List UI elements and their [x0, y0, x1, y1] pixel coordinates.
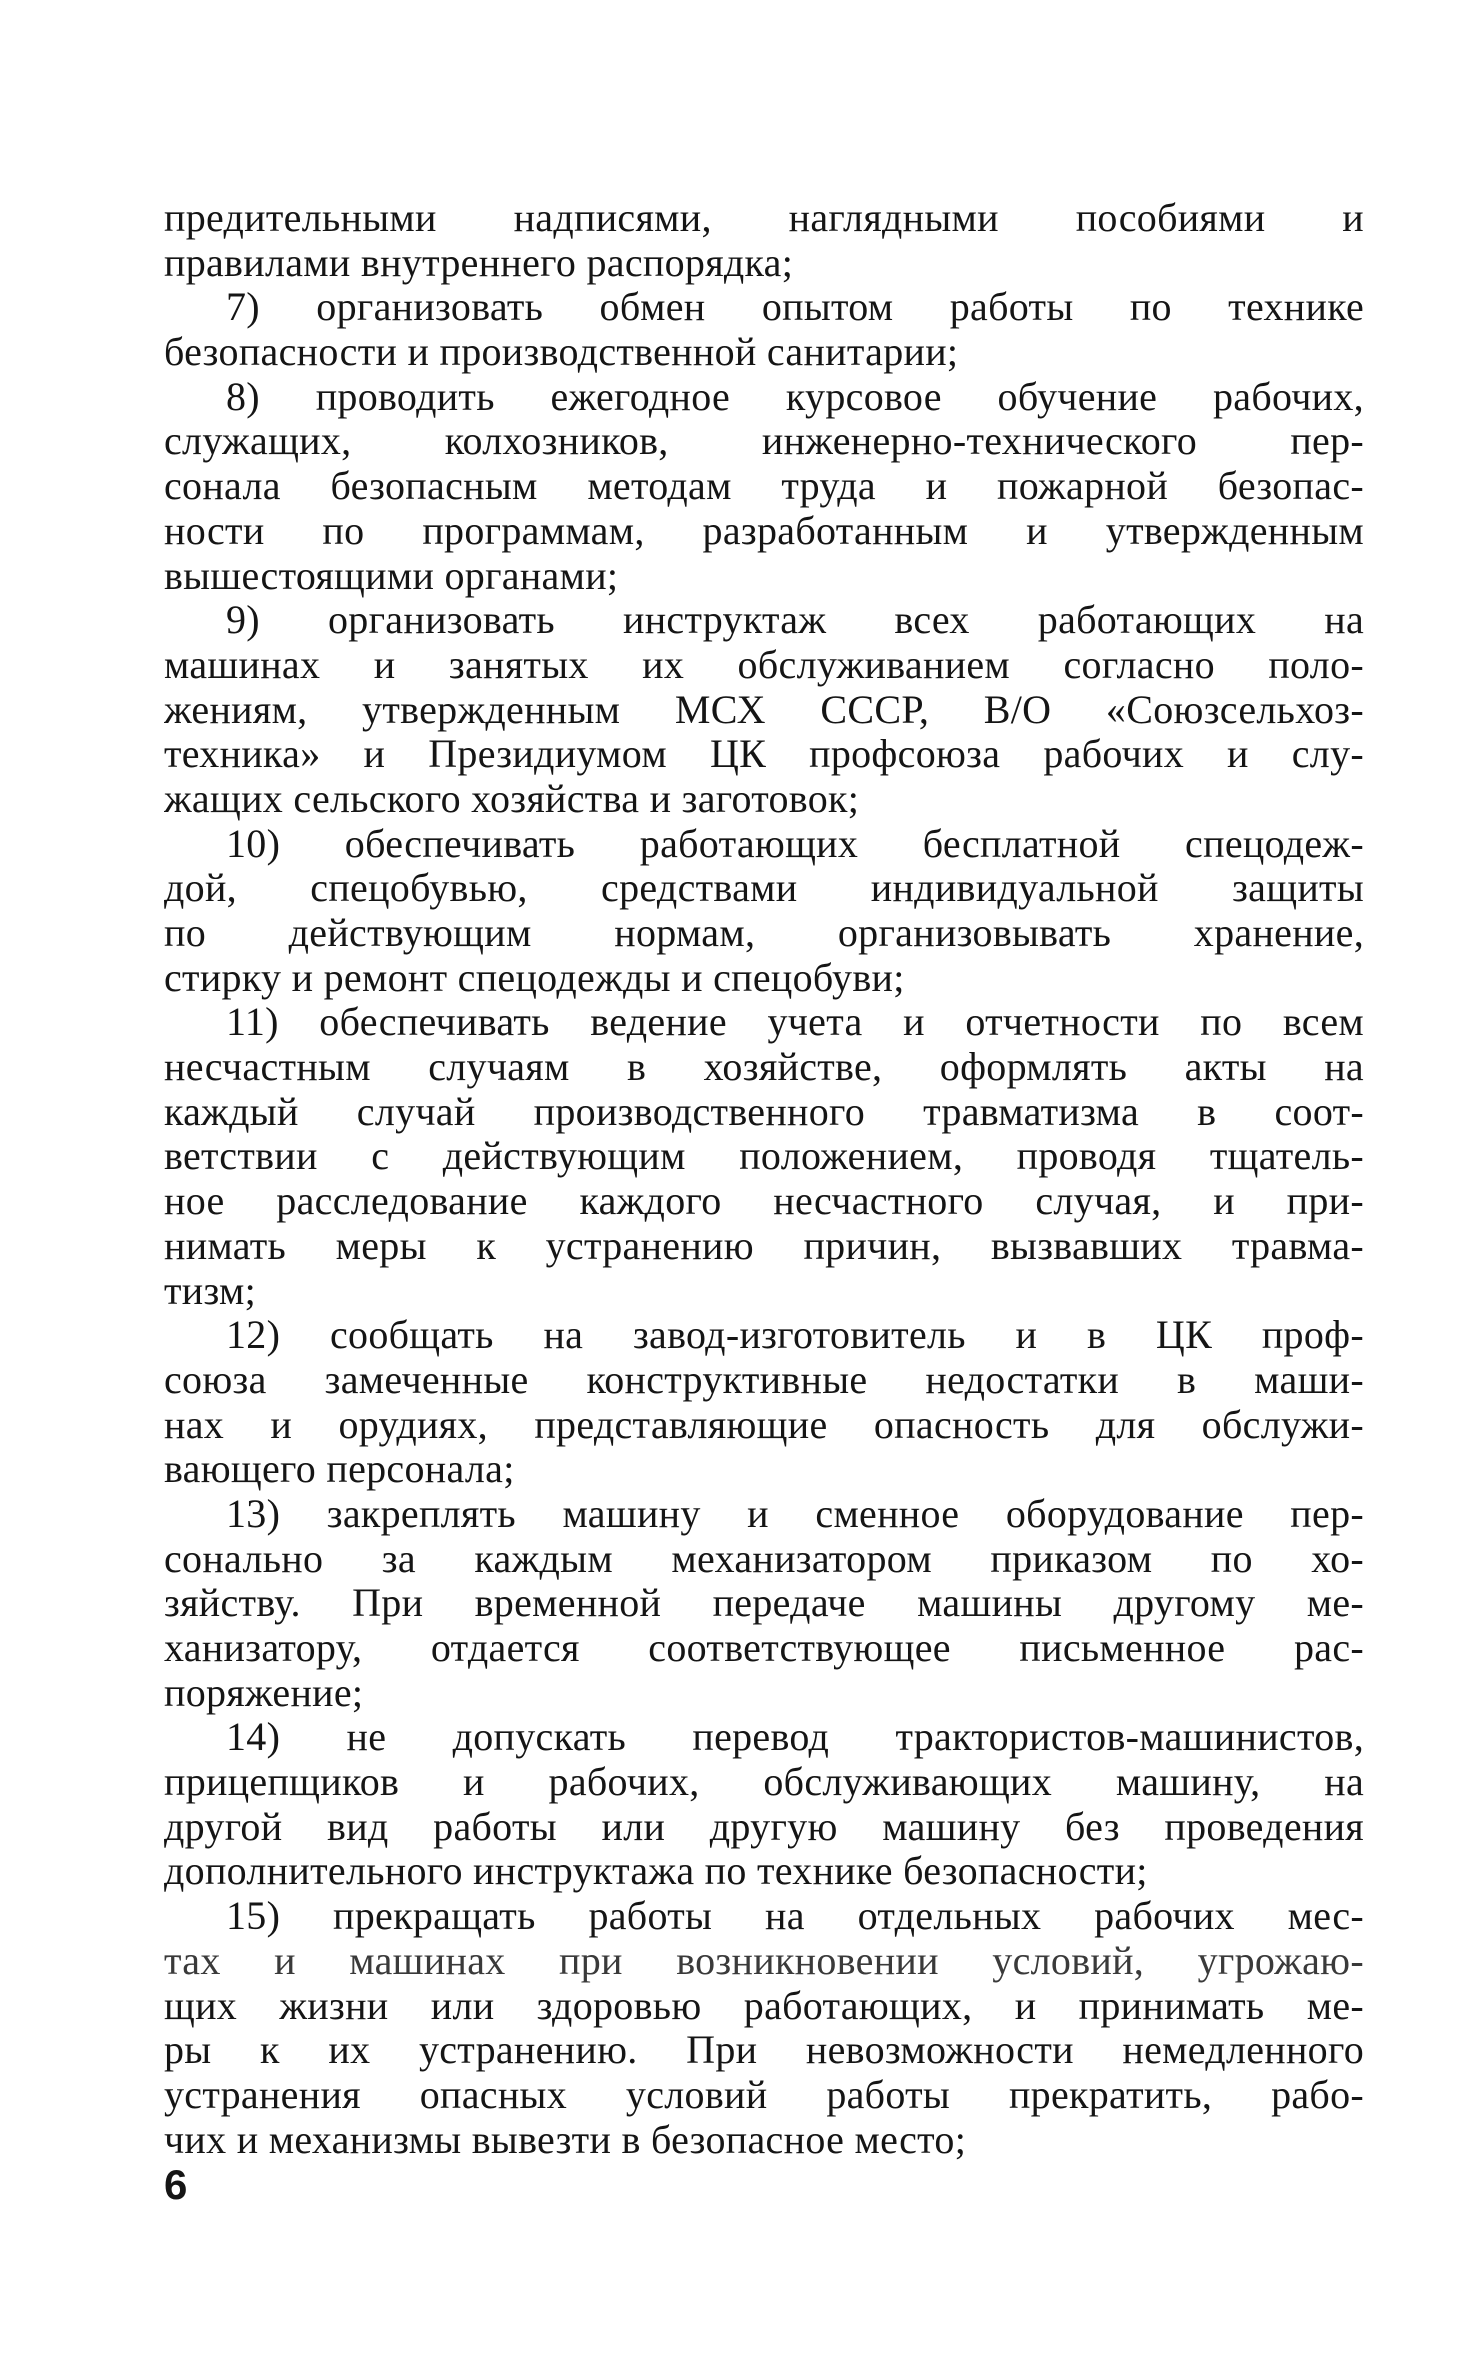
text-line: 9) организовать инструктаж всех работающих на — [226, 598, 1364, 643]
text-line: несчастным случаям в хозяйстве, оформлять акты на — [164, 1045, 1364, 1090]
text-line: поряжение; — [164, 1670, 364, 1715]
text-line: жащих сельского хозяйства и заготовок; — [164, 776, 860, 821]
text-line: щих жизни или здоровью работающих, и принимать ме- — [164, 1983, 1364, 2028]
text-line: чих и механизмы вывезти в безопасное место; — [164, 2117, 967, 2162]
text-line: сонально за каждым механизатором приказом по хо- — [164, 1536, 1364, 1581]
document-body — [164, 196, 1364, 2162]
text-line: техника» и Президиумом ЦК профсоюза рабочих и слу- — [164, 732, 1364, 777]
text-line: ханизатору, отдается соответствующее письменное рас- — [164, 1626, 1364, 1670]
text-line: служащих, колхозников, инженерно-технического пер- — [164, 419, 1364, 464]
text-line: зяйству. При временной передаче машины другому ме- — [164, 1581, 1364, 1626]
text-line: 13) закреплять машину и сменное оборудование пер- — [226, 1491, 1364, 1536]
text-line: 14) не допускать перевод трактористов-машинистов, — [226, 1715, 1364, 1760]
text-line: 15) прекращать работы на отдельных рабочих мес- — [226, 1894, 1364, 1939]
text-line: жениям, утвержденным МСХ СССР, В/О «Союзсельхоз- — [164, 687, 1364, 732]
text-line: 8) проводить ежегодное курсовое обучение рабочих, — [226, 374, 1364, 419]
text-line: ветствии с действующим положением, проводя тщатель- — [164, 1134, 1364, 1179]
text-line: прицепщиков и рабочих, обслуживающих машину, на — [164, 1760, 1364, 1805]
text-line: 12) сообщать на завод-изготовитель и в ЦК проф- — [226, 1313, 1364, 1358]
text-line: ры к их устранению. При невозможности немедленного — [164, 2028, 1364, 2073]
text-line: предительными надписями, наглядными пособиями и — [164, 196, 1364, 240]
text-line: тизм; — [164, 1268, 257, 1313]
text-line: устранения опасных условий работы прекратить, рабо- — [164, 2072, 1364, 2117]
text-line: безопасности и производственной санитарии; — [164, 330, 959, 375]
text-line: вающего персонала; — [164, 1447, 515, 1492]
page-number: 6 — [164, 2161, 188, 2208]
text-line: ности по программам, разработанным и утвержденным — [164, 508, 1364, 553]
text-line: сонала безопасным методам труда и пожарной безопас- — [164, 464, 1364, 509]
text-line: 11) обеспечивать ведение учета и отчетности по всем — [226, 1000, 1364, 1045]
text-line: дополнительного инструктажа по технике безопасности; — [164, 1849, 1148, 1894]
text-line: 7) организовать обмен опытом работы по технике — [226, 285, 1364, 330]
text-line: каждый случай производственного травматизма в соот- — [164, 1089, 1364, 1134]
text-line: стирку и ремонт спецодежды и спецобуви; — [164, 955, 905, 1000]
text-line: правилами внутреннего распорядка; — [164, 240, 794, 285]
text-line: вышестоящими органами; — [164, 553, 619, 598]
text-line: 10) обеспечивать работающих бесплатной спецодеж- — [226, 821, 1364, 866]
text-line: тах и машинах при возникновении условий, угрожаю- — [164, 1938, 1364, 1983]
text-line: союза замеченные конструктивные недостатки в маши- — [164, 1357, 1364, 1402]
text-line: другой вид работы или другую машину без проведения — [164, 1804, 1364, 1849]
text-line: ное расследование каждого несчастного случая, и при- — [164, 1179, 1364, 1224]
text-line: дой, спецобувью, средствами индивидуальной защиты — [164, 866, 1364, 911]
text-line: машинах и занятых их обслуживанием согласно поло- — [164, 642, 1364, 687]
text-line: нимать меры к устранению причин, вызвавших травма- — [164, 1223, 1364, 1268]
text-line: по действующим нормам, организовывать хранение, — [164, 911, 1364, 955]
text-line: нах и орудиях, представляющие опасность для обслужи- — [164, 1402, 1364, 1447]
